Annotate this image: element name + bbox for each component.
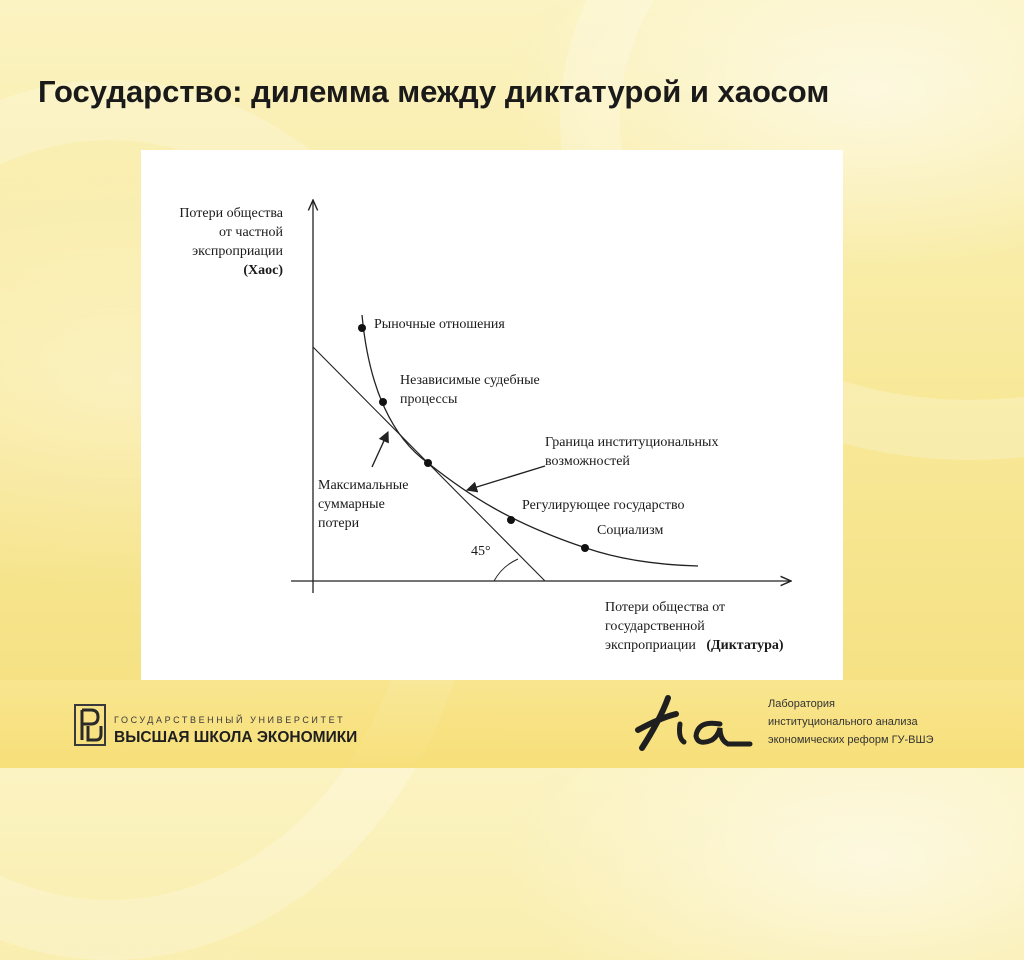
lab-name-line2: институционального анализа [768,716,918,728]
label-line: Независимые судебные [400,373,540,388]
angle-label: 45° [471,544,491,559]
point-regulatory-state [507,516,515,524]
point-socialism [581,544,589,552]
label-regulatory-state: Регулирующее государство [522,498,685,513]
x-axis-label-line: государственной [605,619,705,634]
x-axis-label [605,598,784,655]
label-line: Максимальные [318,478,409,493]
lab-name-line3: экономических реформ ГУ-ВШЭ [768,734,934,746]
x-axis-label-line: экспроприации [605,638,696,653]
hse-logo-icon [74,704,106,746]
lab-logo-icon [632,690,756,756]
point-independent-courts [379,398,387,406]
frontier-arrow [467,466,545,490]
slide-title: Государство: дилемма между диктатурой и хаосом [38,74,830,109]
y-axis-label-line: от частной [218,225,283,240]
label-market-relations: Рыночные отношения [374,317,505,332]
university-name-line1: ГОСУДАРСТВЕННЫЙ УНИВЕРСИТЕТ [114,715,346,725]
label-line: потери [318,516,360,531]
point-tangency [424,459,432,467]
y-axis-label-line: Потери общества [179,206,283,221]
label-independent-courts [400,371,540,409]
ipf-diagram [141,150,843,680]
label-socialism: Социализм [597,523,664,538]
angle-arc [494,559,518,581]
university-name-line2: ВЫСШАЯ ШКОЛА ЭКОНОМИКИ [114,729,358,746]
x-axis-label-line: Потери общества от [605,600,726,615]
min-loss-arrow [372,432,388,467]
label-line: суммарные [318,497,385,512]
y-axis-label [179,204,283,280]
y-axis-label-line: экспроприации [192,244,283,259]
lab-name-line1: Лаборатория [768,698,835,710]
label-line: процессы [400,392,458,407]
x-axis-tag: (Диктатура) [706,638,784,653]
label-frontier [545,433,718,471]
point-market-relations [358,324,366,332]
y-axis-tag: (Хаос) [243,263,283,278]
label-line: возможностей [545,454,630,469]
label-line: Граница институциональных [545,435,719,450]
label-max-total-losses [318,476,408,533]
